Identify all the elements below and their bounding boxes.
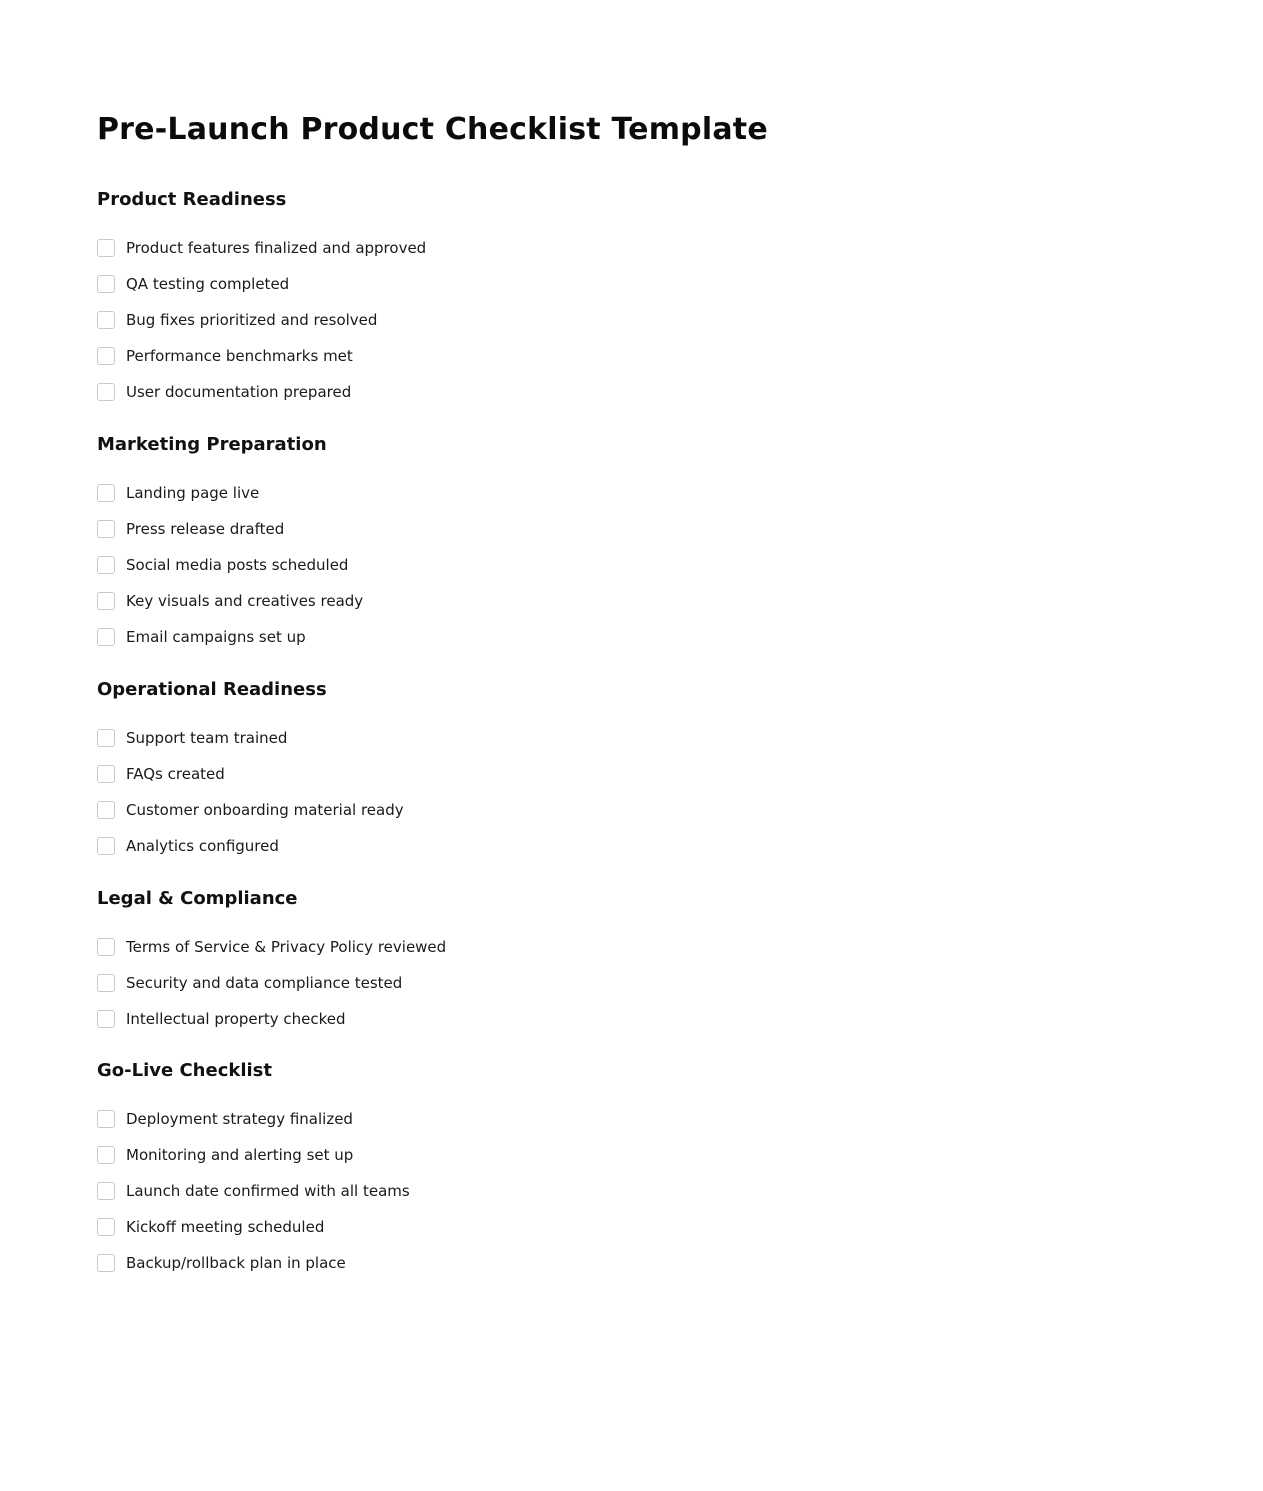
checkbox[interactable] bbox=[97, 837, 115, 855]
checklist bbox=[97, 475, 363, 655]
checklist-item[interactable] bbox=[97, 266, 426, 302]
checkbox[interactable] bbox=[97, 484, 115, 502]
item-label: Performance benchmarks met bbox=[126, 347, 353, 365]
item-label: Customer onboarding material ready bbox=[126, 801, 404, 819]
checkbox[interactable] bbox=[97, 275, 115, 293]
checklist-item[interactable] bbox=[97, 1173, 410, 1209]
checkbox[interactable] bbox=[97, 628, 115, 646]
checkbox[interactable] bbox=[97, 1218, 115, 1236]
section-marketing-preparation bbox=[97, 433, 363, 655]
checkbox[interactable] bbox=[97, 938, 115, 956]
checklist-item[interactable] bbox=[97, 583, 363, 619]
item-label: Backup/rollback plan in place bbox=[126, 1254, 346, 1272]
checkbox[interactable] bbox=[97, 974, 115, 992]
item-label: Email campaigns set up bbox=[126, 628, 306, 646]
item-label: Launch date confirmed with all teams bbox=[126, 1182, 410, 1200]
section-heading: Marketing Preparation bbox=[97, 434, 327, 455]
item-label: Bug fixes prioritized and resolved bbox=[126, 311, 378, 329]
checklist-item[interactable] bbox=[97, 965, 446, 1001]
checklist-item[interactable] bbox=[97, 475, 363, 511]
checklist-item[interactable] bbox=[97, 720, 404, 756]
checklist-item[interactable] bbox=[97, 547, 363, 583]
checkbox[interactable] bbox=[97, 1010, 115, 1028]
item-label: Security and data compliance tested bbox=[126, 974, 403, 992]
item-label: Analytics configured bbox=[126, 837, 279, 855]
section-go-live-checklist bbox=[97, 1059, 410, 1281]
checkbox[interactable] bbox=[97, 729, 115, 747]
item-label: Product features finalized and approved bbox=[126, 239, 427, 257]
checklist-item[interactable] bbox=[97, 756, 404, 792]
section-heading: Operational Readiness bbox=[97, 679, 327, 700]
checklist-item[interactable] bbox=[97, 1209, 410, 1245]
item-label: QA testing completed bbox=[126, 275, 290, 293]
checklist bbox=[97, 230, 426, 410]
item-label: Support team trained bbox=[126, 729, 288, 747]
checkbox[interactable] bbox=[97, 592, 115, 610]
checklist-item[interactable] bbox=[97, 792, 404, 828]
item-label: User documentation prepared bbox=[126, 383, 352, 401]
checklist-item[interactable] bbox=[97, 1101, 410, 1137]
item-label: Key visuals and creatives ready bbox=[126, 592, 364, 610]
checkbox[interactable] bbox=[97, 1254, 115, 1272]
section-operational-readiness bbox=[97, 678, 404, 864]
checklist-item[interactable] bbox=[97, 929, 446, 965]
checklist-item[interactable] bbox=[97, 230, 426, 266]
checklist-item[interactable] bbox=[97, 1137, 410, 1173]
item-label: Social media posts scheduled bbox=[126, 556, 349, 574]
checkbox[interactable] bbox=[97, 765, 115, 783]
checklist bbox=[97, 1101, 410, 1281]
item-label: Press release drafted bbox=[126, 520, 285, 538]
checklist-item[interactable] bbox=[97, 1001, 446, 1037]
item-label: Deployment strategy finalized bbox=[126, 1110, 353, 1128]
checkbox[interactable] bbox=[97, 520, 115, 538]
checklist-item[interactable] bbox=[97, 828, 404, 864]
item-label: Kickoff meeting scheduled bbox=[126, 1218, 325, 1236]
page-title: Pre-Launch Product Checklist Template bbox=[97, 112, 768, 147]
checklist-item[interactable] bbox=[97, 374, 426, 410]
checkbox[interactable] bbox=[97, 239, 115, 257]
checkbox[interactable] bbox=[97, 383, 115, 401]
checklist-item[interactable] bbox=[97, 302, 426, 338]
item-label: Landing page live bbox=[126, 484, 260, 502]
section-heading: Legal & Compliance bbox=[97, 888, 298, 909]
checkbox[interactable] bbox=[97, 1182, 115, 1200]
checkbox[interactable] bbox=[97, 1146, 115, 1164]
checklist bbox=[97, 929, 446, 1037]
checkbox[interactable] bbox=[97, 347, 115, 365]
checklist bbox=[97, 720, 404, 864]
checkbox[interactable] bbox=[97, 556, 115, 574]
section-heading: Product Readiness bbox=[97, 189, 287, 210]
section-heading: Go-Live Checklist bbox=[97, 1060, 272, 1081]
checklist-item[interactable] bbox=[97, 619, 363, 655]
item-label: Monitoring and alerting set up bbox=[126, 1146, 354, 1164]
checklist-item[interactable] bbox=[97, 338, 426, 374]
checkbox[interactable] bbox=[97, 801, 115, 819]
item-label: Terms of Service & Privacy Policy reviewed bbox=[126, 938, 447, 956]
section-legal-compliance bbox=[97, 887, 446, 1037]
section-product-readiness bbox=[97, 188, 426, 410]
checkbox[interactable] bbox=[97, 1110, 115, 1128]
checklist-item[interactable] bbox=[97, 1245, 410, 1281]
checkbox[interactable] bbox=[97, 311, 115, 329]
checklist-item[interactable] bbox=[97, 511, 363, 547]
item-label: Intellectual property checked bbox=[126, 1010, 346, 1028]
item-label: FAQs created bbox=[126, 765, 225, 783]
